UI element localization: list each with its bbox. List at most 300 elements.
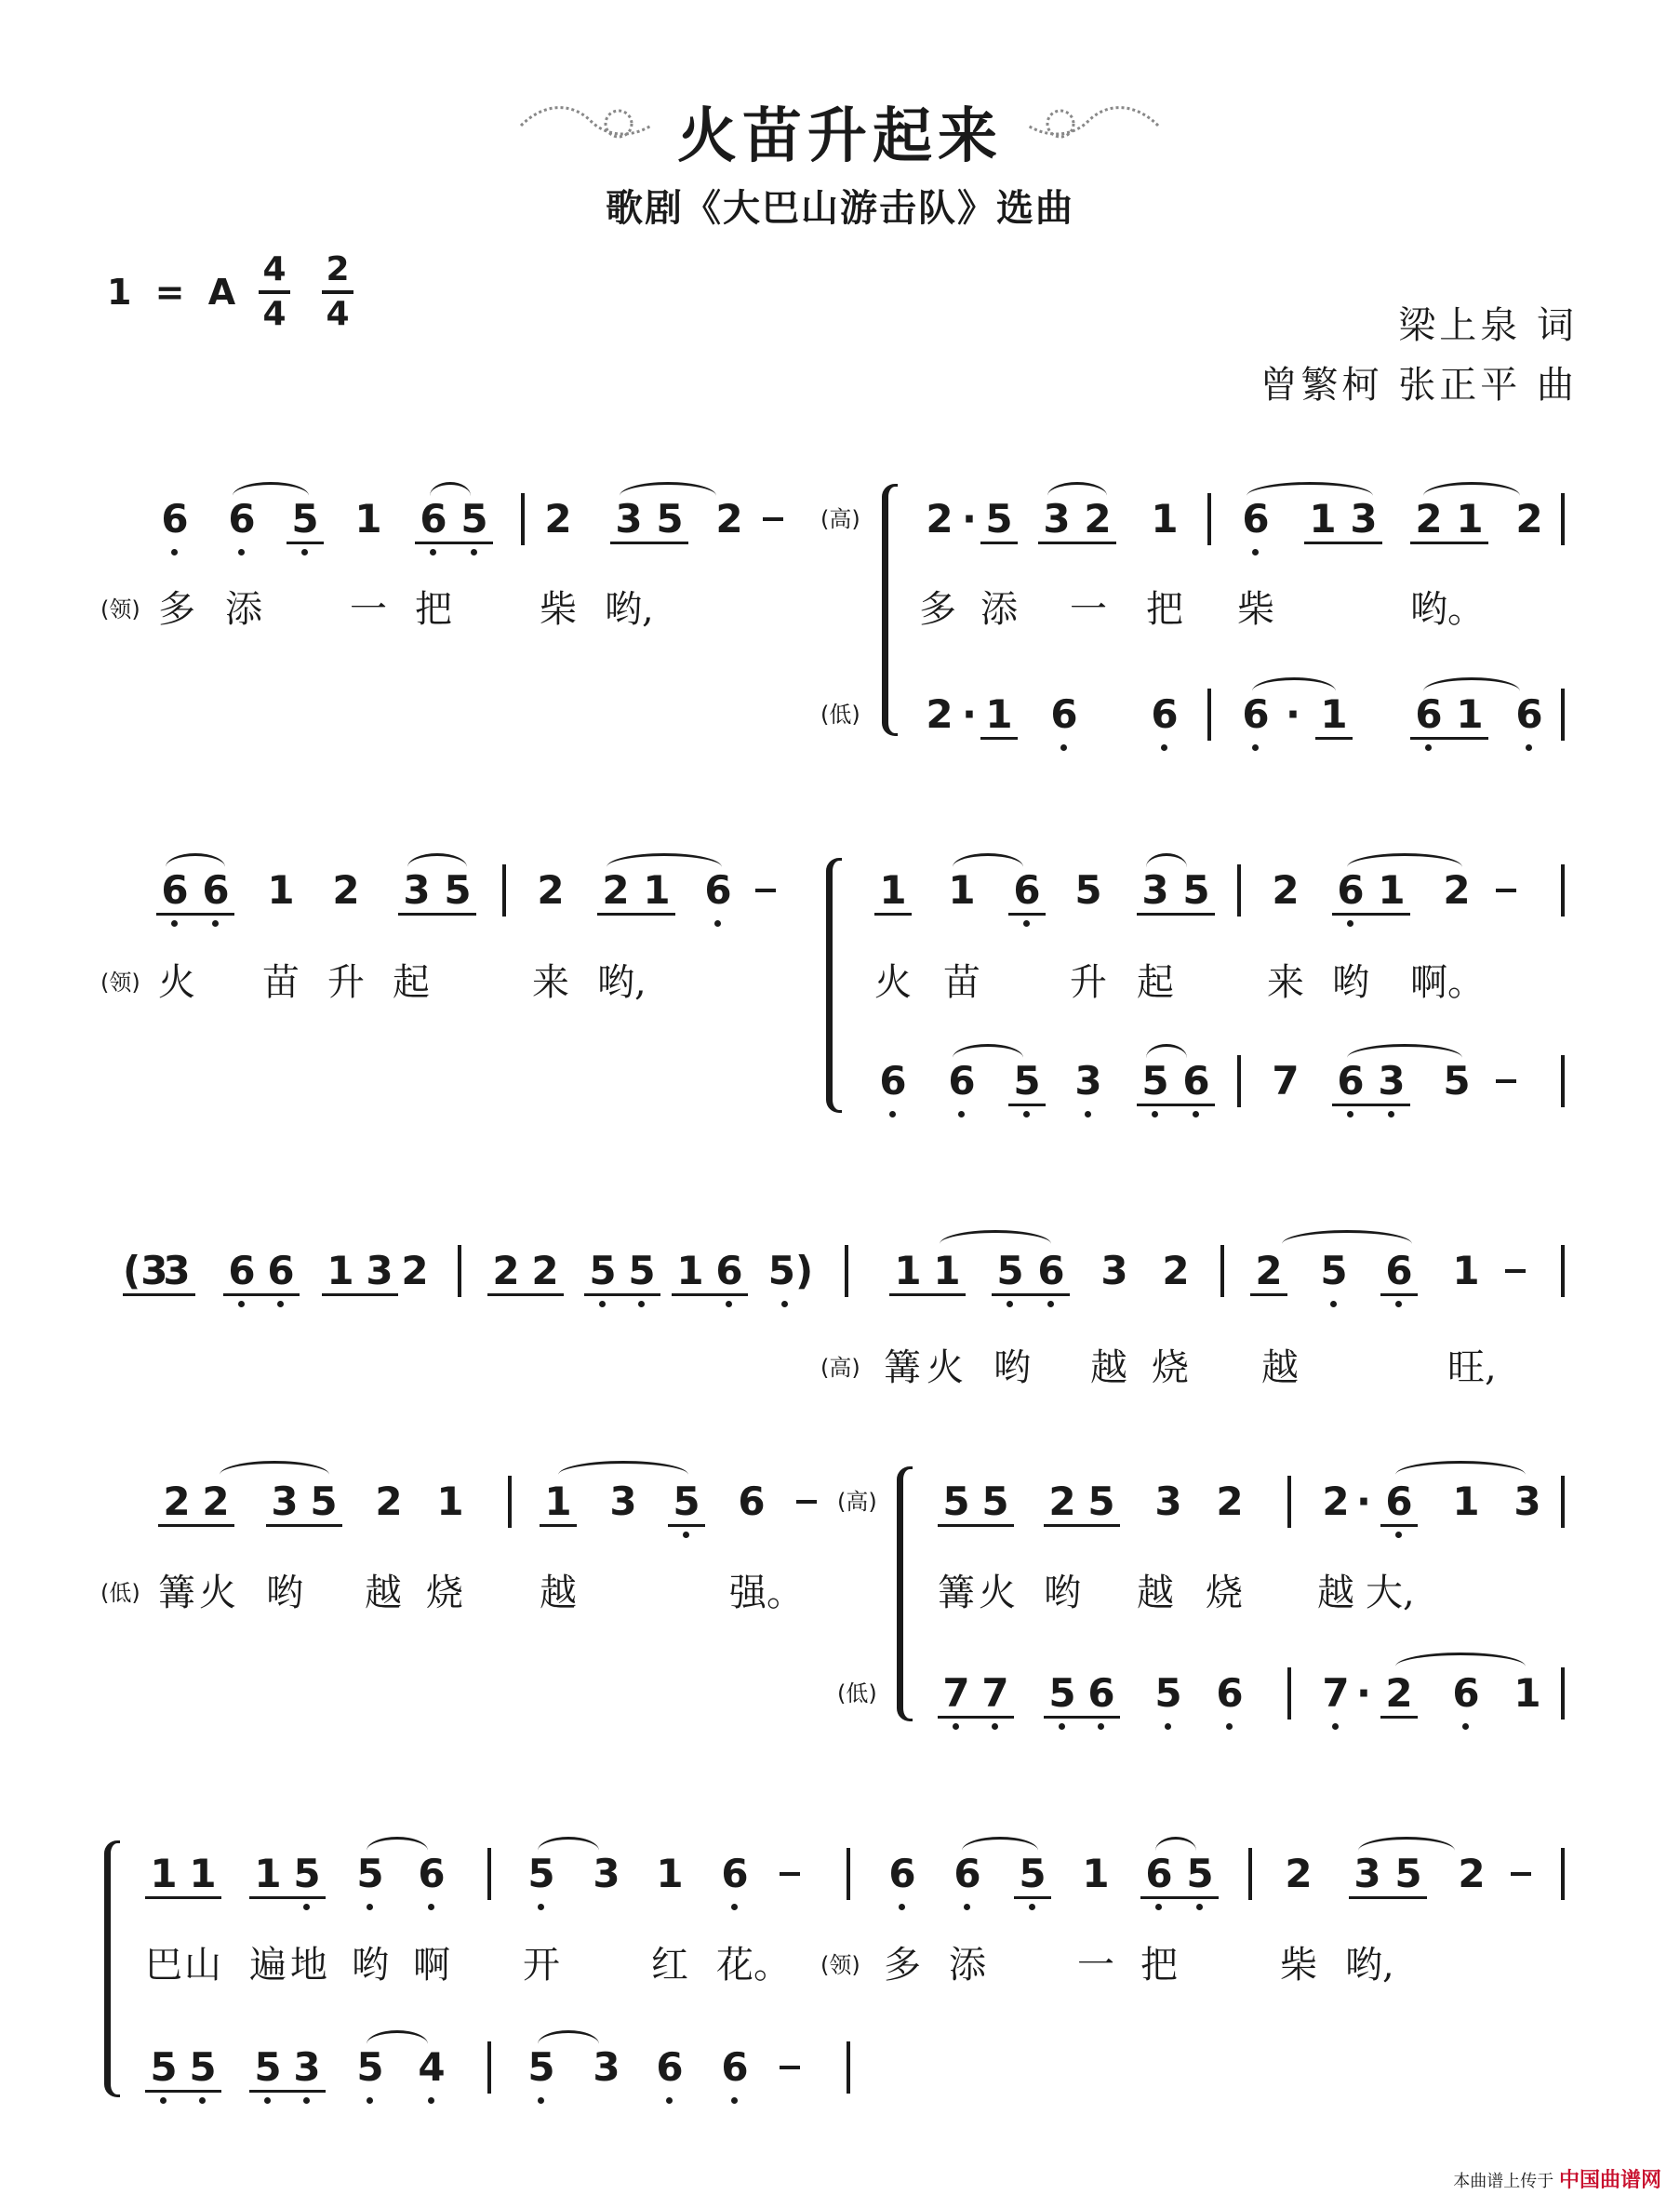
lyric: 火 [979,1572,1016,1614]
underline [1410,542,1488,544]
note: 3 [1074,1058,1102,1104]
slur [962,1837,1038,1851]
note: 2 [1255,1248,1283,1293]
dot [1226,1723,1233,1730]
dot [538,2097,544,2104]
note: 1 [1378,867,1406,913]
note: 5 [1048,1670,1076,1716]
barline [1287,1667,1291,1720]
lyric: 柴 [1237,588,1274,631]
slur [607,853,722,867]
underline [668,1524,705,1527]
note: 5 [1186,1851,1214,1896]
lyric: 起 [393,961,430,1004]
barline [1220,1245,1224,1297]
barline [1561,1476,1565,1528]
lyric: 烧 [1206,1572,1243,1614]
note: 5 [444,867,472,913]
dash [780,1872,800,1876]
lyric: 哟, [605,588,654,631]
barline [487,2041,491,2094]
choir-bracket [897,1466,913,1721]
lyric: 烧 [426,1572,463,1614]
key-signature: 1 = A [107,272,242,313]
note: 5 [628,1248,656,1293]
barline [847,2041,850,2094]
lyric: 山 [184,1944,221,1987]
note: 6 [420,496,447,542]
lyric: 哟 [993,1346,1031,1389]
dot [731,1904,738,1910]
note: 5 [356,2044,384,2090]
note: 2 [1272,867,1300,913]
dot [160,2097,167,2104]
note: 5 [985,496,1013,542]
barline [1237,1055,1241,1107]
note: 5 [310,1479,338,1524]
part-label-lead: (领) [100,970,140,996]
note: 2 [715,496,743,542]
time-signature-4-4: 4 4 [259,251,290,333]
note: 2 [544,496,572,542]
note: 2 [602,867,630,913]
underline [1380,1293,1418,1296]
note: 6 [161,867,189,913]
dot [1330,1301,1337,1307]
note: 5 [981,1479,1009,1524]
slur [1047,482,1107,496]
note: 3 [593,1851,620,1896]
note: 7 [981,1670,1009,1716]
note: 7 [1272,1058,1300,1104]
lyric: 遍 [249,1944,287,1987]
lyric: 多 [884,1944,921,1987]
note: 2 [375,1479,403,1524]
lyric: 把 [1146,588,1183,631]
note: 6 [418,1851,446,1896]
note: 6 [879,1058,907,1104]
note: 5 [656,496,684,542]
slur [953,1044,1023,1058]
dash [1496,1079,1516,1083]
note: 5 [996,1248,1024,1293]
dot [1161,744,1167,751]
note: 5 [942,1479,970,1524]
note: 2 [537,867,565,913]
underline [540,1524,577,1527]
dot [428,2097,434,2104]
note: 5 [460,496,488,542]
note: 2 [1443,867,1471,913]
barline [1561,1245,1565,1297]
underline [145,2090,221,2093]
choir-bracket [826,858,842,1113]
dot [212,920,219,927]
dot [1193,1111,1199,1117]
note: 1 [1513,1670,1541,1716]
note: · [962,496,977,542]
slur [1247,482,1373,496]
note: 5 [1074,867,1102,913]
barline [1561,493,1565,545]
underline [1332,1104,1410,1106]
slur [558,1461,688,1475]
note: 3 [1513,1479,1541,1524]
barline [1561,1667,1565,1720]
note: 2 [926,691,953,737]
note: 6 [228,496,256,542]
lyric: 苗 [943,961,980,1004]
note: 2 [1285,1851,1313,1896]
slur [1347,853,1462,867]
underline [1044,1524,1120,1527]
dot [238,1301,245,1307]
note: 6 [1415,691,1443,737]
lyric: 花。 [716,1944,791,1987]
dot [1165,1723,1171,1730]
dot [171,920,178,927]
lyric: 啊。 [1410,961,1485,1004]
composer-credit: 曾繁柯 张正平 曲 [1260,364,1578,407]
dot [1332,1723,1339,1730]
part-label-high: (高) [820,506,860,532]
slur [620,482,716,496]
underline [1250,1293,1287,1296]
underline [1014,1896,1051,1899]
underline [266,1524,342,1527]
underline [1137,1104,1215,1106]
lyric: 巴 [145,1944,182,1987]
dash [1511,1872,1531,1876]
barline [1237,864,1241,917]
dash [763,517,783,521]
slur [1358,1837,1455,1851]
note: 1 [656,1851,684,1896]
barline [1207,493,1211,545]
lyric: 哟 [352,1944,389,1987]
dot [1155,1904,1162,1910]
slur [1347,1044,1462,1058]
lyric: 篝 [158,1572,195,1614]
lyric: 多 [919,588,956,631]
slur [407,853,467,867]
barline [1561,689,1565,741]
slur [367,1837,428,1851]
lyric: 升 [1070,961,1107,1004]
note: 2 [1216,1479,1244,1524]
ornament-right-icon [1023,98,1163,154]
barline [847,1848,850,1900]
lyric: 哟 [1044,1572,1081,1614]
lyricist-credit: 梁上泉 词 [1398,304,1578,347]
note: 5 [189,2044,217,2090]
dash [780,2066,800,2069]
dot [992,1723,998,1730]
lyric: 哟, [597,961,647,1004]
dot [171,549,178,555]
lyric: 把 [1140,1944,1178,1987]
underline [584,1293,660,1296]
dot [958,1111,965,1117]
note: 6 [704,867,732,913]
note: 1 [327,1248,354,1293]
note: 5 [1013,1058,1041,1104]
note: 5 [1443,1058,1471,1104]
underline [123,1293,195,1296]
note: 3 [1378,1058,1406,1104]
note: 1 [1456,496,1484,542]
note: 6 [1087,1670,1115,1716]
barline [502,864,506,917]
lyric: 多 [158,588,195,631]
dot [1252,549,1259,555]
underline [249,2090,326,2093]
dot [1029,1904,1035,1910]
dot [238,549,245,555]
note: 1 [879,867,907,913]
note: 5 [527,2044,555,2090]
dot [638,1301,645,1307]
note: 1 [1151,496,1179,542]
part-label-high: (高) [820,1355,860,1381]
dot [471,549,477,555]
dot [1023,920,1030,927]
dot [964,1904,970,1910]
dash [1496,889,1516,892]
underline [889,1293,966,1296]
note: 6 [1013,867,1041,913]
underline [1008,1104,1046,1106]
note: 3 [1350,496,1378,542]
slur [538,2030,599,2044]
lyric: 火 [158,961,195,1004]
dot [1098,1723,1104,1730]
underline [1380,1524,1418,1527]
note: 6 [161,496,189,542]
note: 2 [401,1248,429,1293]
dot [1023,1111,1030,1117]
dash [1505,1269,1526,1273]
part-label-high: (高) [837,1489,877,1515]
subtitle: 歌剧《大巴山游击队》选曲 [606,187,1074,230]
lyric: 烧 [1152,1346,1189,1389]
dot [1047,1301,1054,1307]
lyric: 强。 [729,1572,804,1614]
dot [1388,1111,1394,1117]
note: 5 [293,1851,321,1896]
slur [1155,1837,1196,1851]
note: 1 [267,867,295,913]
part-label-lead: (领) [100,596,140,622]
lyric: 红 [651,1944,688,1987]
note: 6 [1337,867,1365,913]
note: 2 [202,1479,230,1524]
note: 5 [1019,1851,1047,1896]
note: · [1356,1479,1371,1524]
barline [1561,1055,1565,1107]
note: 5 [1394,1851,1422,1896]
slur [1146,1044,1187,1058]
lyric: 越 [1317,1572,1354,1614]
dot [1007,1301,1013,1307]
dot [1196,1904,1203,1910]
lyric: 来 [1267,961,1304,1004]
dot [1462,1723,1469,1730]
note: 2 [1084,496,1112,542]
underline [156,913,234,916]
lyric: 火 [927,1346,964,1389]
dot [301,549,308,555]
underline [597,913,675,916]
dot [666,2097,673,2104]
lyric: 哟。 [1410,588,1485,631]
underline [1137,913,1215,916]
part-label-low: (低) [100,1580,140,1606]
underline [1304,542,1382,544]
note: 5 [673,1479,700,1524]
note: 2 [1458,1851,1486,1896]
footer-text: 本曲谱上传于 [1453,2172,1554,2191]
underline [249,1896,326,1899]
underline [1380,1716,1418,1719]
lyric: 添 [225,588,262,631]
note: 1 [1456,691,1484,737]
dot [430,549,436,555]
dot [899,1904,905,1910]
dot [199,2097,206,2104]
choir-bracket [104,1840,120,2097]
underline [223,1293,300,1296]
note: 5 [527,1851,555,1896]
note: 7 [942,1670,970,1716]
lyric: 一 [350,588,387,631]
note: 6 [1050,691,1078,737]
dot [1526,744,1532,751]
barline [1207,689,1211,741]
barline [458,1245,461,1297]
lyric: 篝 [938,1572,975,1614]
underline [158,1524,234,1527]
lyric: 哟 [266,1572,303,1614]
note: 5 [589,1248,617,1293]
note: 1 [354,496,382,542]
note: 3 [1100,1248,1128,1293]
dot [1152,1111,1158,1117]
barline [1248,1848,1252,1900]
note: 5 [356,1851,384,1896]
note: 1 [150,1851,178,1896]
underline [672,1293,748,1296]
note: 2 [1385,1670,1413,1716]
note: 1 [643,867,671,913]
note: 5 [1182,867,1210,913]
dot [953,1723,959,1730]
slur [1395,1461,1526,1475]
dot [781,1301,788,1307]
dot [1060,744,1067,751]
note: 6 [267,1248,295,1293]
underline [322,1293,398,1296]
note: 1 [254,1851,282,1896]
lyric: 篝 [884,1346,921,1389]
note: 1 [189,1851,217,1896]
underline [1038,542,1116,544]
underline [1140,1896,1219,1899]
lyric: 越 [365,1572,402,1614]
dot [277,1301,284,1307]
note: 2 [163,1479,191,1524]
lyric: 哟, [1345,1944,1394,1987]
note: 6 [228,1248,256,1293]
note: 5 [254,2044,282,2090]
dot [1395,1301,1402,1307]
note: (3 [123,1248,168,1293]
lyric: 一 [1077,1944,1114,1987]
lyric: 柴 [1280,1944,1317,1987]
underline [287,542,324,544]
lyric: 啊 [413,1944,450,1987]
note: 6 [656,2044,684,2090]
note: 6 [1385,1248,1413,1293]
note: 5) [767,1248,814,1293]
note: 5 [291,496,319,542]
dot [538,1904,544,1910]
note: 2 [492,1248,520,1293]
note: 6 [715,1248,743,1293]
underline [1315,737,1353,740]
dot [1252,744,1259,751]
barline [1561,1848,1565,1900]
note: 2 [332,867,360,913]
underline [1008,913,1046,916]
slur [538,1837,599,1851]
note: 6 [1242,691,1270,737]
lyric: 旺, [1447,1346,1497,1389]
underline [980,737,1018,740]
dash [796,1500,817,1504]
underline [1349,1896,1427,1899]
dot [714,920,721,927]
underline [487,1293,564,1296]
note: 6 [1145,1851,1173,1896]
note: 3 [1353,1851,1381,1896]
lyric: 越 [1137,1572,1174,1614]
note: 7 [1322,1670,1350,1716]
lyric: 火 [874,961,912,1004]
underline [398,913,476,916]
note: 3 [615,496,643,542]
barline [845,1245,848,1297]
note: 2 [926,496,953,542]
part-label-lead: (领) [820,1952,860,1978]
note: 1 [985,691,1013,737]
lyric: 添 [949,1944,986,1987]
note: 6 [721,2044,749,2090]
note: 5 [1320,1248,1348,1293]
note: · [1356,1670,1371,1716]
barline [508,1476,512,1528]
note: 3 [366,1248,393,1293]
lyric: 大, [1366,1572,1415,1614]
dot [1059,1723,1065,1730]
note: 4 [418,2044,446,2090]
dot [367,2097,373,2104]
slur [233,482,309,496]
barline [1287,1476,1291,1528]
note: 1 [948,867,976,913]
dot [889,1111,896,1117]
dot [1347,1111,1353,1117]
